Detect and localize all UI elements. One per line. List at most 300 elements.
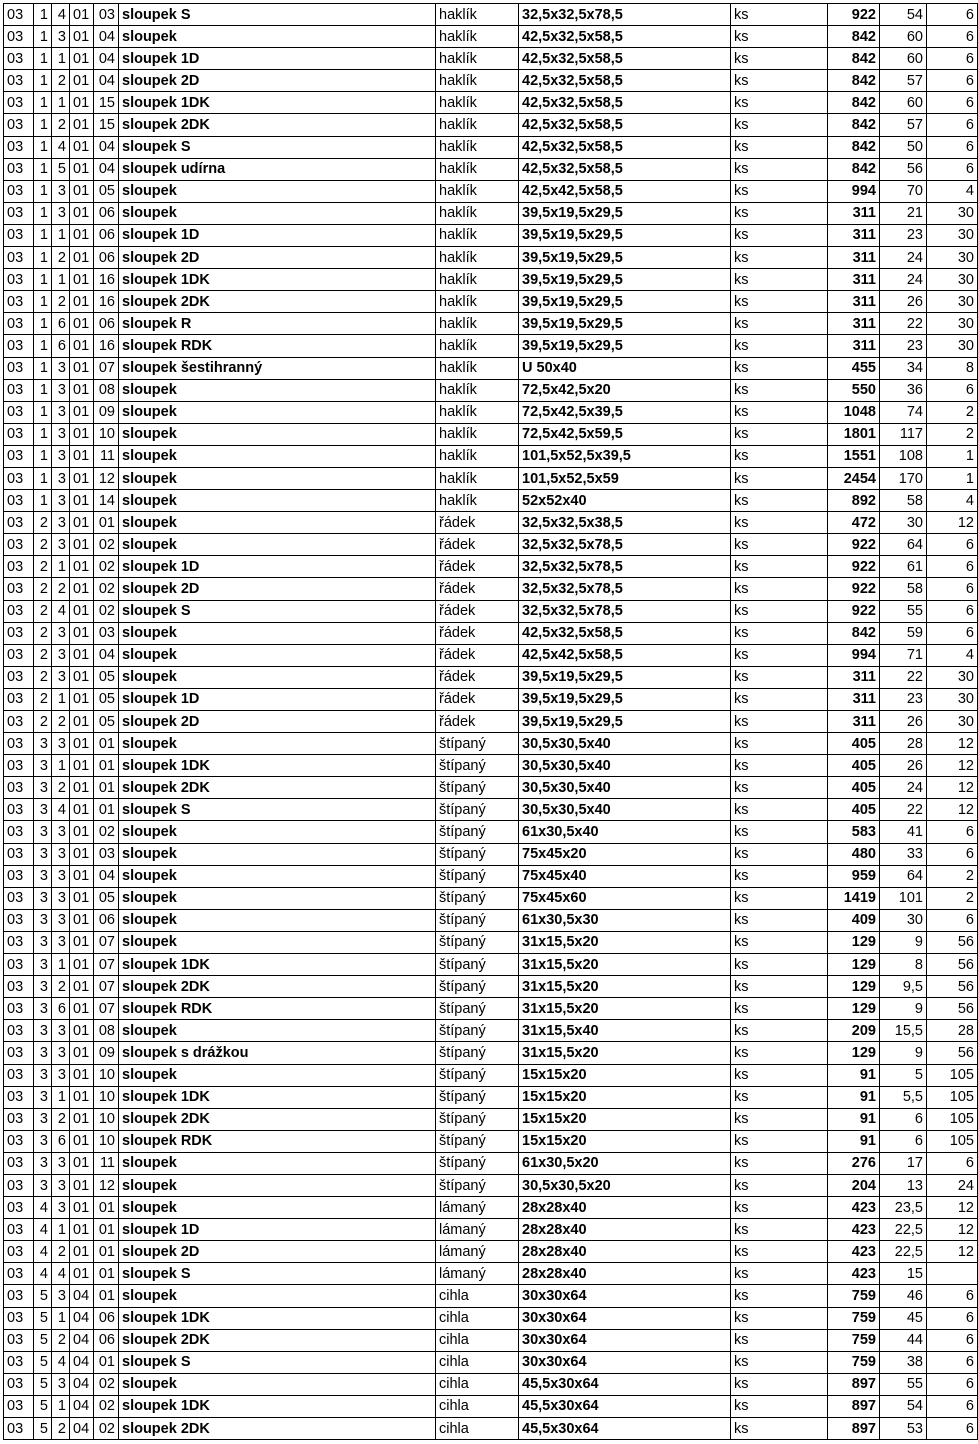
unit-cell: ks [731,534,828,556]
product-name-cell: sloupek 1D [119,224,436,246]
number-cell: 01 [94,1219,119,1241]
product-name-cell: sloupek [119,180,436,202]
group-cell: 2 [34,688,52,710]
type-cell: 01 [70,711,94,733]
unit-cell: ks [731,998,828,1020]
code-cell: 03 [4,777,34,799]
surface-cell: štípaný [436,1152,519,1174]
type-cell: 04 [70,1285,94,1307]
pack-qty-cell: 6 [927,92,978,114]
number-cell: 10 [94,1130,119,1152]
group-cell: 3 [34,954,52,976]
price-cell: 759 [828,1307,880,1329]
table-row [4,26,978,48]
table-row [4,1086,978,1108]
type-cell: 01 [70,1064,94,1086]
group-cell: 2 [34,644,52,666]
group-cell: 3 [34,755,52,777]
surface-cell: haklík [436,224,519,246]
unit-cell: ks [731,512,828,534]
product-name-cell: sloupek 2D [119,247,436,269]
type-cell: 01 [70,26,94,48]
product-name-cell: sloupek [119,1020,436,1042]
code-cell: 03 [4,1395,34,1417]
dimensions-cell: 61x30,5x40 [519,821,731,843]
surface-cell: štípaný [436,1108,519,1130]
weight-cell: 53 [880,1418,927,1440]
price-cell: 204 [828,1174,880,1196]
code-cell: 03 [4,467,34,489]
pack-qty-cell: 6 [927,556,978,578]
weight-cell: 22,5 [880,1219,927,1241]
table-row [4,755,978,777]
pack-qty-cell: 30 [927,247,978,269]
group-cell: 2 [34,600,52,622]
dimensions-cell: 39,5x19,5x29,5 [519,247,731,269]
surface-cell: cihla [436,1285,519,1307]
group-cell: 1 [34,4,52,26]
dimensions-cell: 42,5x32,5x58,5 [519,114,731,136]
weight-cell: 74 [880,401,927,423]
pack-qty-cell: 56 [927,976,978,998]
group-cell: 3 [34,887,52,909]
dimensions-cell: 75x45x40 [519,865,731,887]
weight-cell: 26 [880,755,927,777]
product-name-cell: sloupek S [119,600,436,622]
price-cell: 405 [828,799,880,821]
variant-cell: 2 [52,70,70,92]
type-cell: 01 [70,92,94,114]
product-table [3,3,978,1440]
table-row [4,291,978,313]
number-cell: 02 [94,600,119,622]
code-cell: 03 [4,976,34,998]
unit-cell: ks [731,247,828,269]
weight-cell: 60 [880,48,927,70]
code-cell: 03 [4,269,34,291]
number-cell: 06 [94,313,119,335]
type-cell: 01 [70,224,94,246]
number-cell: 07 [94,976,119,998]
group-cell: 3 [34,799,52,821]
type-cell: 01 [70,644,94,666]
unit-cell: ks [731,1197,828,1219]
weight-cell: 33 [880,843,927,865]
group-cell: 1 [34,423,52,445]
pack-qty-cell: 4 [927,180,978,202]
variant-cell: 1 [52,954,70,976]
unit-cell: ks [731,423,828,445]
type-cell: 01 [70,335,94,357]
pack-qty-cell: 30 [927,313,978,335]
number-cell: 01 [94,1285,119,1307]
table-row [4,799,978,821]
weight-cell: 23 [880,224,927,246]
code-cell: 03 [4,1285,34,1307]
group-cell: 1 [34,114,52,136]
price-cell: 759 [828,1351,880,1373]
number-cell: 14 [94,490,119,512]
code-cell: 03 [4,843,34,865]
product-name-cell: sloupek šestihranný [119,357,436,379]
dimensions-cell: 31x15,5x40 [519,1020,731,1042]
pack-qty-cell: 30 [927,666,978,688]
weight-cell: 36 [880,379,927,401]
surface-cell: štípaný [436,1130,519,1152]
variant-cell: 1 [52,224,70,246]
pack-qty-cell: 6 [927,158,978,180]
group-cell: 2 [34,556,52,578]
dimensions-cell: 45,5x30x64 [519,1418,731,1440]
unit-cell: ks [731,224,828,246]
table-body [4,4,978,1440]
surface-cell: štípaný [436,755,519,777]
unit-cell: ks [731,578,828,600]
variant-cell: 2 [52,1241,70,1263]
product-name-cell: sloupek [119,843,436,865]
unit-cell: ks [731,821,828,843]
group-cell: 1 [34,313,52,335]
product-name-cell: sloupek 1DK [119,269,436,291]
group-cell: 3 [34,1130,52,1152]
unit-cell: ks [731,1219,828,1241]
pack-qty-cell [927,1263,978,1285]
number-cell: 02 [94,556,119,578]
pack-qty-cell: 30 [927,202,978,224]
unit-cell: ks [731,4,828,26]
number-cell: 04 [94,136,119,158]
unit-cell: ks [731,26,828,48]
surface-cell: řádek [436,534,519,556]
pack-qty-cell: 6 [927,48,978,70]
dimensions-cell: 61x30,5x30 [519,909,731,931]
variant-cell: 3 [52,622,70,644]
number-cell: 06 [94,1307,119,1329]
price-cell: 311 [828,269,880,291]
table-row [4,1197,978,1219]
unit-cell: ks [731,976,828,998]
surface-cell: štípaný [436,1064,519,1086]
code-cell: 03 [4,247,34,269]
table-row [4,534,978,556]
code-cell: 03 [4,313,34,335]
product-name-cell: sloupek S [119,1263,436,1285]
dimensions-cell: 39,5x19,5x29,5 [519,335,731,357]
product-name-cell: sloupek 1D [119,1219,436,1241]
table-row [4,1351,978,1373]
code-cell: 03 [4,401,34,423]
surface-cell: řádek [436,622,519,644]
variant-cell: 1 [52,269,70,291]
price-cell: 759 [828,1285,880,1307]
unit-cell: ks [731,1064,828,1086]
product-name-cell: sloupek [119,909,436,931]
variant-cell: 2 [52,711,70,733]
weight-cell: 30 [880,512,927,534]
variant-cell: 3 [52,931,70,953]
dimensions-cell: 42,5x32,5x58,5 [519,92,731,114]
group-cell: 1 [34,26,52,48]
surface-cell: haklík [436,379,519,401]
weight-cell: 38 [880,1351,927,1373]
product-name-cell: sloupek [119,931,436,953]
price-cell: 423 [828,1241,880,1263]
variant-cell: 2 [52,291,70,313]
pack-qty-cell: 30 [927,688,978,710]
product-name-cell: sloupek 2D [119,1241,436,1263]
price-cell: 897 [828,1418,880,1440]
type-cell: 01 [70,954,94,976]
table-row [4,158,978,180]
pack-qty-cell: 12 [927,1219,978,1241]
product-name-cell: sloupek [119,821,436,843]
unit-cell: ks [731,1263,828,1285]
dimensions-cell: 39,5x19,5x29,5 [519,666,731,688]
code-cell: 03 [4,1219,34,1241]
pack-qty-cell: 12 [927,1241,978,1263]
group-cell: 4 [34,1263,52,1285]
pack-qty-cell: 2 [927,865,978,887]
product-name-cell: sloupek 1DK [119,92,436,114]
unit-cell: ks [731,269,828,291]
type-cell: 01 [70,4,94,26]
dimensions-cell: 32,5x32,5x78,5 [519,4,731,26]
variant-cell: 2 [52,1108,70,1130]
code-cell: 03 [4,1329,34,1351]
surface-cell: lámaný [436,1263,519,1285]
number-cell: 04 [94,865,119,887]
price-cell: 922 [828,4,880,26]
group-cell: 1 [34,357,52,379]
number-cell: 02 [94,821,119,843]
variant-cell: 3 [52,644,70,666]
product-name-cell: sloupek 2DK [119,291,436,313]
unit-cell: ks [731,180,828,202]
type-cell: 01 [70,247,94,269]
pack-qty-cell: 6 [927,1395,978,1417]
pack-qty-cell: 6 [927,1329,978,1351]
pack-qty-cell: 24 [927,1174,978,1196]
code-cell: 03 [4,291,34,313]
dimensions-cell: 28x28x40 [519,1197,731,1219]
table-row [4,1108,978,1130]
code-cell: 03 [4,1130,34,1152]
table-row [4,1263,978,1285]
variant-cell: 3 [52,423,70,445]
code-cell: 03 [4,1086,34,1108]
product-name-cell: sloupek [119,534,436,556]
product-name-cell: sloupek 2DK [119,1329,436,1351]
unit-cell: ks [731,1329,828,1351]
type-cell: 01 [70,799,94,821]
number-cell: 01 [94,799,119,821]
pack-qty-cell: 6 [927,136,978,158]
table-row [4,423,978,445]
dimensions-cell: 30,5x30,5x40 [519,799,731,821]
dimensions-cell: 75x45x20 [519,843,731,865]
type-cell: 01 [70,1108,94,1130]
variant-cell: 1 [52,556,70,578]
product-name-cell: sloupek [119,1174,436,1196]
type-cell: 01 [70,887,94,909]
variant-cell: 1 [52,1307,70,1329]
weight-cell: 26 [880,711,927,733]
table-row [4,622,978,644]
group-cell: 1 [34,224,52,246]
product-name-cell: sloupek RDK [119,998,436,1020]
pack-qty-cell: 6 [927,1351,978,1373]
pack-qty-cell: 1 [927,445,978,467]
unit-cell: ks [731,1351,828,1373]
product-name-cell: sloupek 1D [119,556,436,578]
surface-cell: štípaný [436,1086,519,1108]
dimensions-cell: 72,5x42,5x39,5 [519,401,731,423]
pack-qty-cell: 6 [927,622,978,644]
unit-cell: ks [731,1152,828,1174]
product-name-cell: sloupek [119,467,436,489]
variant-cell: 3 [52,467,70,489]
unit-cell: ks [731,777,828,799]
group-cell: 3 [34,1152,52,1174]
number-cell: 01 [94,1241,119,1263]
surface-cell: haklík [436,70,519,92]
type-cell: 04 [70,1395,94,1417]
number-cell: 08 [94,1020,119,1042]
variant-cell: 1 [52,1219,70,1241]
number-cell: 16 [94,269,119,291]
code-cell: 03 [4,711,34,733]
number-cell: 02 [94,1418,119,1440]
dimensions-cell: 30x30x64 [519,1329,731,1351]
number-cell: 06 [94,224,119,246]
price-cell: 922 [828,534,880,556]
unit-cell: ks [731,666,828,688]
number-cell: 04 [94,70,119,92]
weight-cell: 58 [880,490,927,512]
type-cell: 01 [70,467,94,489]
surface-cell: řádek [436,666,519,688]
unit-cell: ks [731,114,828,136]
variant-cell: 4 [52,136,70,158]
number-cell: 01 [94,755,119,777]
variant-cell: 2 [52,1329,70,1351]
code-cell: 03 [4,180,34,202]
pack-qty-cell: 30 [927,335,978,357]
type-cell: 01 [70,688,94,710]
weight-cell: 23 [880,335,927,357]
price-cell: 2454 [828,467,880,489]
number-cell: 01 [94,1263,119,1285]
number-cell: 15 [94,114,119,136]
price-cell: 129 [828,976,880,998]
weight-cell: 24 [880,269,927,291]
weight-cell: 23 [880,688,927,710]
variant-cell: 3 [52,357,70,379]
type-cell: 01 [70,1197,94,1219]
pack-qty-cell: 6 [927,821,978,843]
table-row [4,202,978,224]
product-name-cell: sloupek RDK [119,335,436,357]
table-row [4,600,978,622]
code-cell: 03 [4,600,34,622]
pack-qty-cell: 2 [927,401,978,423]
unit-cell: ks [731,202,828,224]
variant-cell: 3 [52,512,70,534]
price-cell: 922 [828,600,880,622]
table-row [4,247,978,269]
number-cell: 04 [94,48,119,70]
code-cell: 03 [4,136,34,158]
number-cell: 01 [94,1197,119,1219]
product-name-cell: sloupek [119,1152,436,1174]
table-row [4,1285,978,1307]
price-cell: 842 [828,622,880,644]
product-name-cell: sloupek 2D [119,578,436,600]
dimensions-cell: 39,5x19,5x29,5 [519,269,731,291]
weight-cell: 15,5 [880,1020,927,1042]
variant-cell: 2 [52,1418,70,1440]
variant-cell: 6 [52,998,70,1020]
product-name-cell: sloupek [119,644,436,666]
product-name-cell: sloupek 2DK [119,114,436,136]
weight-cell: 21 [880,202,927,224]
variant-cell: 3 [52,401,70,423]
surface-cell: haklík [436,423,519,445]
table-row [4,909,978,931]
price-cell: 583 [828,821,880,843]
unit-cell: ks [731,136,828,158]
code-cell: 03 [4,887,34,909]
code-cell: 03 [4,202,34,224]
group-cell: 1 [34,379,52,401]
group-cell: 1 [34,247,52,269]
pack-qty-cell: 12 [927,512,978,534]
group-cell: 1 [34,202,52,224]
price-cell: 209 [828,1020,880,1042]
price-cell: 129 [828,954,880,976]
number-cell: 05 [94,711,119,733]
group-cell: 3 [34,931,52,953]
type-cell: 01 [70,755,94,777]
type-cell: 01 [70,666,94,688]
type-cell: 01 [70,1174,94,1196]
number-cell: 10 [94,1064,119,1086]
weight-cell: 41 [880,821,927,843]
surface-cell: haklík [436,136,519,158]
unit-cell: ks [731,954,828,976]
price-cell: 129 [828,931,880,953]
dimensions-cell: 42,5x32,5x58,5 [519,158,731,180]
dimensions-cell: 28x28x40 [519,1241,731,1263]
number-cell: 08 [94,379,119,401]
group-cell: 3 [34,1108,52,1130]
code-cell: 03 [4,379,34,401]
surface-cell: haklík [436,357,519,379]
weight-cell: 117 [880,423,927,445]
group-cell: 2 [34,578,52,600]
price-cell: 405 [828,755,880,777]
unit-cell: ks [731,644,828,666]
code-cell: 03 [4,1241,34,1263]
table-row [4,379,978,401]
surface-cell: lámaný [436,1197,519,1219]
code-cell: 03 [4,1418,34,1440]
number-cell: 05 [94,688,119,710]
variant-cell: 4 [52,4,70,26]
surface-cell: štípaný [436,799,519,821]
number-cell: 02 [94,1395,119,1417]
number-cell: 04 [94,26,119,48]
